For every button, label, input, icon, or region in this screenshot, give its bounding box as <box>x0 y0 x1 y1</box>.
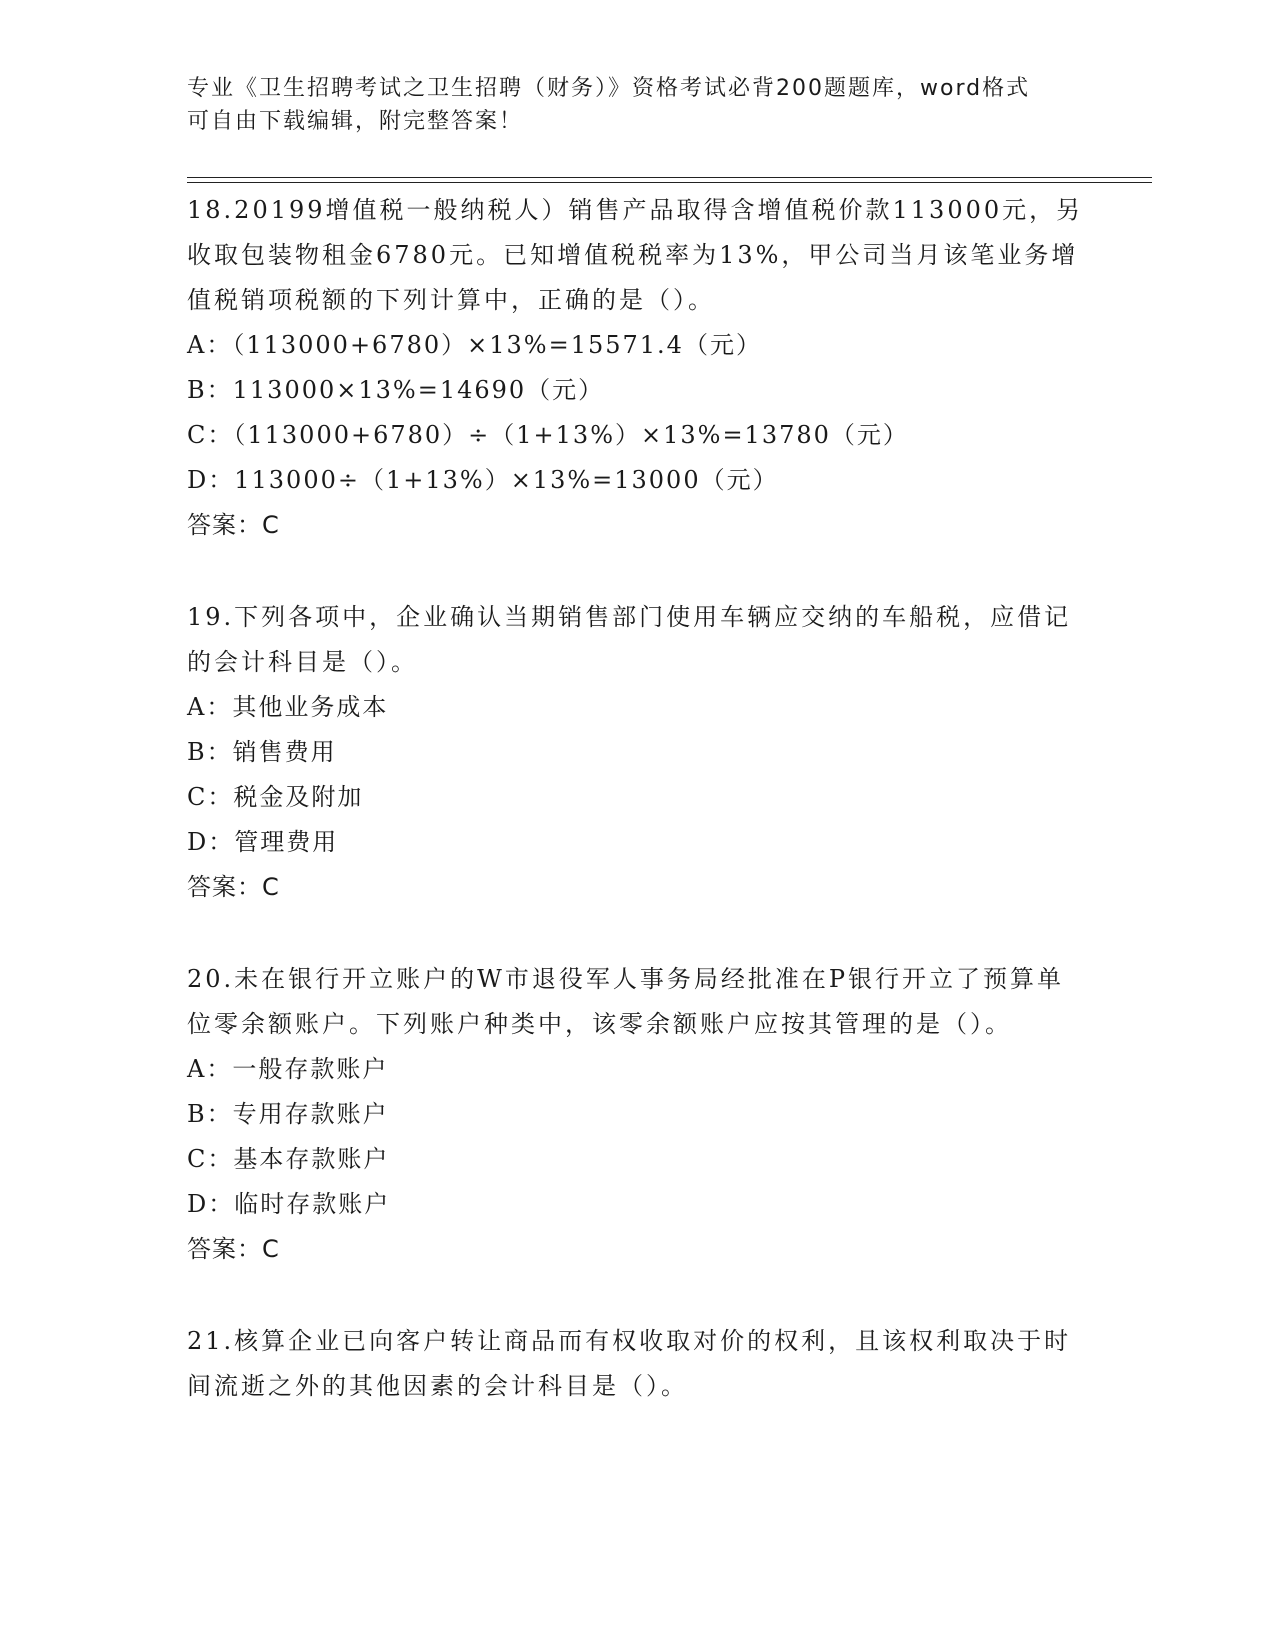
question-stem: 20.未在银行开立账户的W市退役军人事务局经批准在P银行开立了预算单位零余额账户。下列账户种类中，该零余额账户应按其管理的是（）。 <box>187 965 1064 1038</box>
question-stem: 19.下列各项中，企业确认当期销售部门使用车辆应交纳的车船税，应借记的会计科目是（）。 <box>187 603 1072 676</box>
option-b: B：专用存款账户 <box>187 1100 389 1128</box>
document-header <box>187 72 1087 138</box>
answer-line: 答案：C <box>187 511 280 539</box>
option-a: A：其他业务成本 <box>187 693 389 721</box>
option-d: D：管理费用 <box>187 828 339 856</box>
option-c: C：基本存款账户 <box>187 1145 390 1173</box>
question-19 <box>187 595 1087 910</box>
header-line-1: 专业《卫生招聘考试之卫生招聘（财务）》资格考试必背200题题库，word格式 <box>187 76 1031 101</box>
option-c: C：（113000+6780）÷（1+13%）×13%=13780（元） <box>187 421 909 449</box>
option-a: A：一般存款账户 <box>187 1055 389 1083</box>
question-18 <box>187 188 1087 548</box>
question-list <box>187 188 1087 1409</box>
option-d: D：临时存款账户 <box>187 1190 391 1218</box>
option-b: B：113000×13%=14690（元） <box>187 376 605 404</box>
option-d: D：113000÷（1+13%）×13%=13000（元） <box>187 466 779 494</box>
question-21 <box>187 1319 1087 1409</box>
header-divider-top <box>187 177 1152 178</box>
answer-line: 答案：C <box>187 873 280 901</box>
question-20 <box>187 957 1087 1272</box>
question-stem: 18.20199增值税一般纳税人）销售产品取得含增值税价款113000元，另收取包装物租金6780元。已知增值税税率为13%，甲公司当月该笔业务增值税销项税额的下列计算中，正确的是（）。 <box>187 196 1084 314</box>
option-a: A：（113000+6780）×13%=15571.4（元） <box>187 331 762 359</box>
header-line-2: 可自由下载编辑，附完整答案！ <box>187 109 524 134</box>
question-stem: 21.核算企业已向客户转让商品而有权收取对价的权利，且该权利取决于时间流逝之外的其他因素的会计科目是（）。 <box>187 1327 1072 1400</box>
header-divider-bottom <box>187 182 1152 183</box>
option-c: C：税金及附加 <box>187 783 364 811</box>
option-b: B：销售费用 <box>187 738 337 766</box>
answer-line: 答案：C <box>187 1235 280 1263</box>
